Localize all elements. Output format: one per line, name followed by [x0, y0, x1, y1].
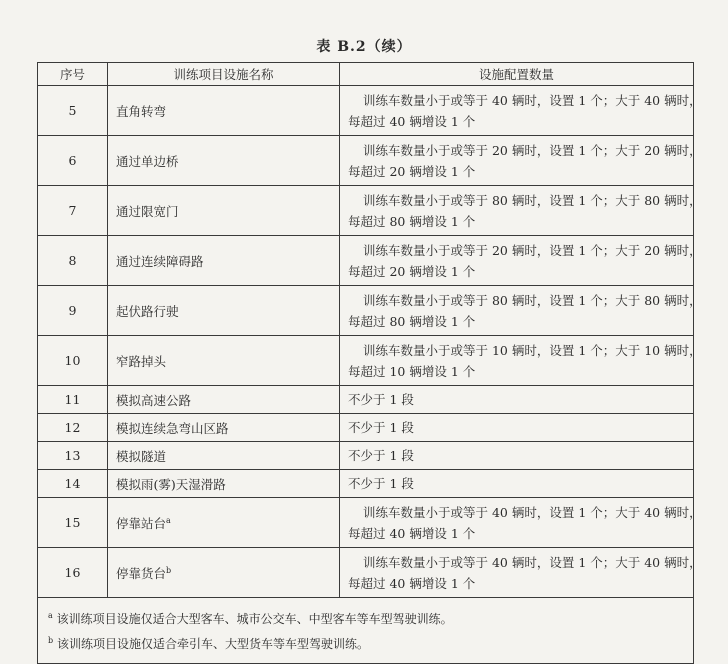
row-no: 16: [38, 548, 108, 598]
row-name: [108, 548, 340, 598]
row-name: 模拟隧道: [108, 442, 340, 470]
qty-line-1: 训练车数量小于或等于 20 辆时，设置 1 个；大于 20 辆时，: [363, 242, 702, 258]
row-name: 直角转弯: [108, 86, 340, 136]
qty-line-2: 每超过 40 辆增设 1 个: [348, 113, 476, 129]
row-qty: 不少于 1 段: [340, 470, 694, 498]
footnote-ref: b: [166, 565, 172, 575]
row-qty: 不少于 1 段: [340, 442, 694, 470]
row-qty: 不少于 1 段: [340, 414, 694, 442]
header-qty: 设施配置数量: [340, 63, 694, 86]
row-qty: [340, 86, 702, 136]
qty-line-2: 每超过 40 辆增设 1 个: [348, 525, 476, 541]
footnote-a: [48, 605, 683, 630]
row-name-text: 停靠站台: [116, 515, 167, 531]
footnote-mark: a: [48, 611, 53, 620]
row-name: 模拟高速公路: [108, 386, 340, 414]
footnote-mark: b: [48, 636, 54, 645]
footnote-b: [48, 630, 683, 655]
row-qty: [340, 498, 702, 548]
row-name: 通过单边桥: [108, 136, 340, 186]
row-no: 11: [38, 386, 108, 414]
footnote-text: 该训练项目设施仅适合大型客车、城市公交车、中型客车等车型驾驶训练。: [56, 612, 453, 626]
table-row: [38, 86, 694, 136]
row-qty: [340, 548, 702, 598]
table-row: [38, 498, 694, 548]
row-qty: [340, 286, 702, 336]
row-name: 起伏路行驶: [108, 286, 340, 336]
row-qty: 不少于 1 段: [340, 386, 694, 414]
row-name: 通过限宽门: [108, 186, 340, 236]
qty-line-1: 训练车数量小于或等于 80 辆时，设置 1 个；大于 80 辆时，: [363, 192, 702, 208]
header-no: 序号: [38, 63, 108, 86]
row-name: 通过连续障碍路: [108, 236, 340, 286]
table-row: [38, 236, 694, 286]
row-no: 13: [38, 442, 108, 470]
qty-line-1: 训练车数量小于或等于 20 辆时，设置 1 个；大于 20 辆时，: [363, 142, 702, 158]
footnotes-row: [38, 598, 694, 664]
footnote-text: 该训练项目设施仅适合牵引车、大型货车等车型驾驶训练。: [56, 637, 369, 651]
row-no: 6: [38, 136, 108, 186]
row-name: 模拟连续急弯山区路: [108, 414, 340, 442]
qty-line-1: 训练车数量小于或等于 10 辆时，设置 1 个；大于 10 辆时，: [363, 342, 702, 358]
row-no: 9: [38, 286, 108, 336]
row-qty: [340, 136, 702, 186]
table-header-row: [38, 63, 694, 86]
row-name: 窄路掉头: [108, 336, 340, 386]
row-no: 12: [38, 414, 108, 442]
table-row: [38, 414, 694, 442]
qty-line-2: 每超过 80 辆增设 1 个: [348, 313, 476, 329]
qty-line-1: 训练车数量小于或等于 40 辆时，设置 1 个；大于 40 辆时，: [363, 554, 702, 570]
table-row: [38, 386, 694, 414]
row-name-text: 停靠货台: [116, 565, 167, 581]
qty-line-1: 训练车数量小于或等于 40 辆时，设置 1 个；大于 40 辆时，: [363, 504, 702, 520]
row-no: 7: [38, 186, 108, 236]
qty-line-2: 每超过 20 辆增设 1 个: [348, 163, 476, 179]
footnotes-cell: [38, 598, 694, 664]
table-row: [38, 470, 694, 498]
qty-line-2: 每超过 20 辆增设 1 个: [348, 263, 476, 279]
qty-line-1: 训练车数量小于或等于 40 辆时，设置 1 个；大于 40 辆时，: [363, 92, 702, 108]
row-no: 5: [38, 86, 108, 136]
row-no: 14: [38, 470, 108, 498]
table-row: [38, 548, 694, 598]
qty-line-2: 每超过 40 辆增设 1 个: [348, 575, 476, 591]
table-row: [38, 442, 694, 470]
row-no: 15: [38, 498, 108, 548]
footnote-ref: a: [166, 515, 171, 525]
row-name: [108, 498, 340, 548]
row-qty: [340, 186, 702, 236]
table-caption: 表 B.2（续）: [316, 39, 412, 55]
row-name: 模拟雨(雾)天湿滑路: [108, 470, 340, 498]
row-qty: [340, 336, 702, 386]
table-row: [38, 186, 694, 236]
qty-line-2: 每超过 80 辆增设 1 个: [348, 213, 476, 229]
table-row: [38, 136, 694, 186]
table-row: [38, 286, 694, 336]
row-no: 8: [38, 236, 108, 286]
qty-line-2: 每超过 10 辆增设 1 个: [348, 363, 476, 379]
row-qty: [340, 236, 702, 286]
row-no: 10: [38, 336, 108, 386]
facility-table: [37, 62, 702, 664]
table-row: [38, 336, 694, 386]
qty-line-1: 训练车数量小于或等于 80 辆时，设置 1 个；大于 80 辆时，: [363, 292, 702, 308]
header-name: 训练项目设施名称: [108, 63, 340, 86]
